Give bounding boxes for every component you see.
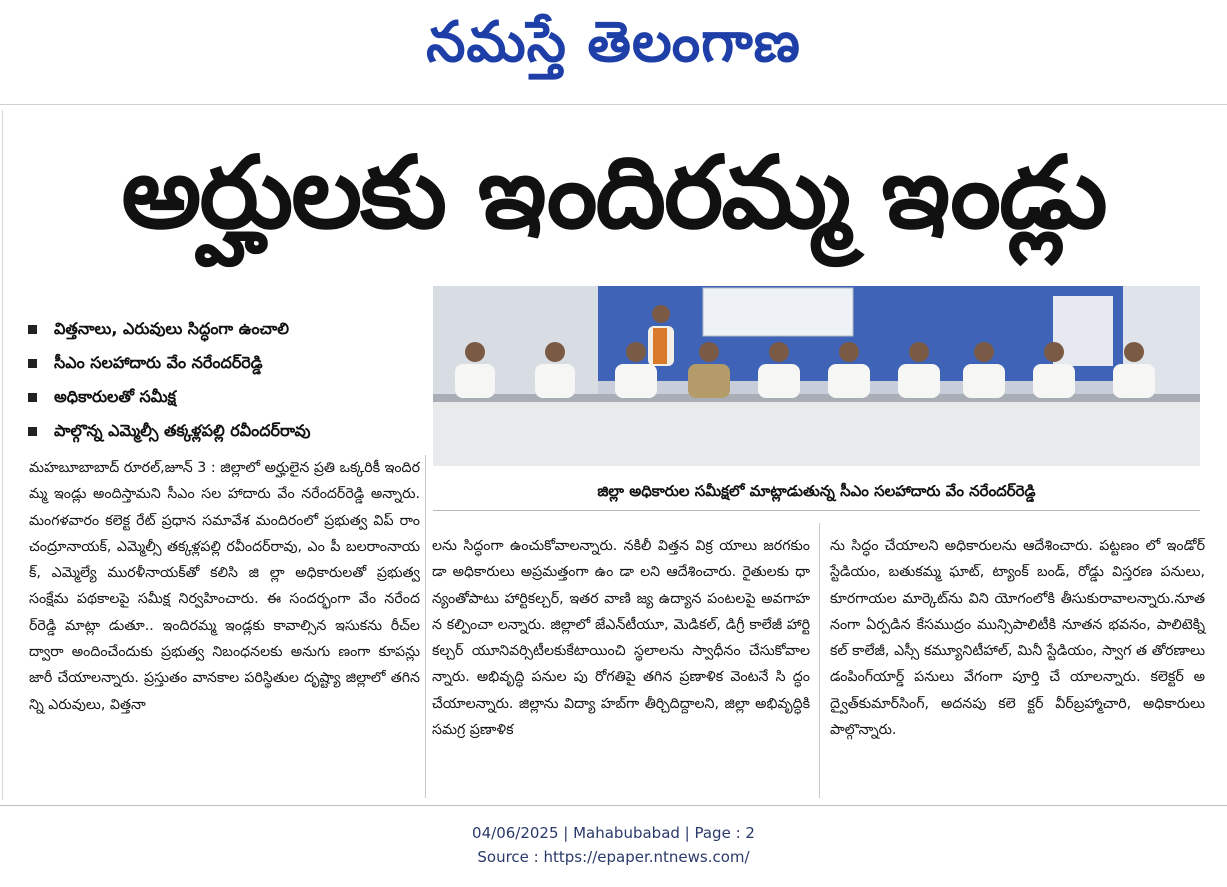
article-column-3: ను సిద్ధం చేయాలని అధికారులను ఆదేశించారు. పట్టణం లో ఇండోర్ స్టేడియం, బతుకమ్మ ఘాట్, ట్యాంక్ బండ్, రోడ్డు విస్తరణ పనులు, కూరగాయల మార్కెట్‌ను విని యోగంలోకి తీసుకురావాలన్నారు.నూతనంగా ఏర్పడిన కేసముద్రం మున్సిపాలిటీకి నూతన భవనం, పాలిటెక్ని కల్ కాలేజీ, ఎస్సీ కమ్యూనిటీహాల్, మినీ స్టేడియం, స్వాగ త తోరణాలు డంపింగ్‌యార్డ్ పనులు వేగంగా పూర్తి చే యాలన్నారు. కలెక్టర్ అద్వైత్‌కుమార్‌సింగ్, అదనపు కలె క్టర్ వీర్‌బ్రహ్మాచారి, అధికారులు పాల్గొన్నారు. — [830, 538, 1205, 739]
top-divider — [0, 104, 1227, 105]
subheadline-text: అధికారులతో సమీక్ష — [54, 387, 177, 406]
subheadline-item — [28, 416, 428, 450]
subheadline-list — [28, 314, 428, 450]
subheadline-text: సీఎం సలహాదారు వేం నరేందర్‌రెడ్డి — [54, 353, 263, 372]
column-divider — [819, 523, 820, 798]
bullet-square-icon — [28, 325, 37, 334]
subheadline-item — [28, 382, 428, 416]
article-column-2: లను సిద్ధంగా ఉంచుకోవాలన్నారు. నకిలీ విత్తన విక్ర యాలు జరగకుం డా అధికారులు అప్రమత్తంగా ఉం డా లని ఆదేశించారు. రైతులకు ధా న్యంతోపాటు హార్టికల్చర్, ఇతర వాణి జ్య ఉద్యాన పంటలపై అవగాహన కల్పించా లన్నారు. జిల్లాలో జేఎన్‌టీయూ, మెడికల్, డిగ్రీ కాలేజీ హార్టి కల్చర్ యూనివర్సిటీలకుకేటాయించి స్థలాలను స్వాధీనం చేసుకోవాలన్నారు. అభివృద్ధి పనుల పు రోగతిపై తగిన ప్రణాళిక వెంటనే సి ద్ధం చేయాలన్నారు. జిల్లాను విద్యా హబ్‌గా తీర్చిదిద్దాలని, జిల్లా అభివృద్ధికి సమగ్ర ప్రణాళిక — [432, 538, 810, 739]
subheadline-text: విత్తనాలు, ఎరువులు సిద్ధంగా ఉంచాలి — [54, 319, 289, 338]
source-link[interactable]: Source : https://epaper.ntnews.com/ — [477, 848, 750, 866]
bullet-square-icon — [28, 359, 37, 368]
article-column-1: మహబూబాబాద్ రూరల్,జూన్ 3 : జిల్లాలో అర్హులైన ప్రతి ఒక్కరికీ ఇందిరమ్మ ఇండ్లు అందిస్తామని సీఎం సల హాదారు వేం నరేందర్‌రెడ్డి అన్నారు. మంగళవారం కలెక్ట రేట్ ప్రధాన సమావేశ మందిరంలో ప్రభుత్వ విప్ రాం చంద్రూనాయక్, ఎమ్మెల్సీ తక్కళ్లపల్లి రవీందర్‌రావు, ఎం పీ బలరాంనాయక్, ఎమ్మెల్యే మురళీనాయక్‌తో కలిసి జి ల్లా అధికారులతో ప్రభుత్వ సంక్షేమ పథకాలపై సమీక్ష నిర్వహించారు. ఈ సందర్భంగా వేం నరేందర్‌రెడ్డి మాట్లా డుతూ.. ఇందిరమ్మ ఇండ్లకు కావాల్సిన ఇసుకను రీచ్‌ల ద్వారా అందించేందుకు ప్రభుత్వ నిబంధనలకు అనుగు ణంగా కూపన్లు జారీ చేయాలన్నారు. ప్రస్తుతం వానకాల పరిస్థితుల దృష్ట్యా జిల్లాలో తగినన్ని ఎరువులు, విత్తనా — [29, 460, 420, 713]
subheadline-text: పాల్గొన్న ఎమ్మెల్సీ తక్కళ్లపల్లి రవీందర్‌రావు — [54, 421, 311, 440]
column-divider — [425, 455, 426, 798]
left-page-edge — [2, 110, 3, 800]
edition-info: 04/06/2025 | Mahabubabad | Page : 2 — [472, 824, 755, 842]
newspaper-logo: నమస్తే తెలంగాణ — [426, 10, 801, 75]
bullet-square-icon — [28, 427, 37, 436]
bottom-divider — [0, 805, 1227, 806]
subheadline-item — [28, 314, 428, 348]
masthead — [0, 0, 1227, 100]
photo-caption: జిల్లా అధికారుల సమీక్షలో మాట్లాడుతున్న సీఎం సలహాదారు వేం నరేందర్‌రెడ్డి — [433, 472, 1200, 511]
headline: అర్హులకు ఇందిరమ్మ ఇండ్లు — [121, 134, 1106, 251]
subheadline-item — [28, 348, 428, 382]
bullet-square-icon — [28, 393, 37, 402]
meeting-photo-illustration — [433, 286, 1200, 466]
news-photo — [433, 286, 1200, 466]
